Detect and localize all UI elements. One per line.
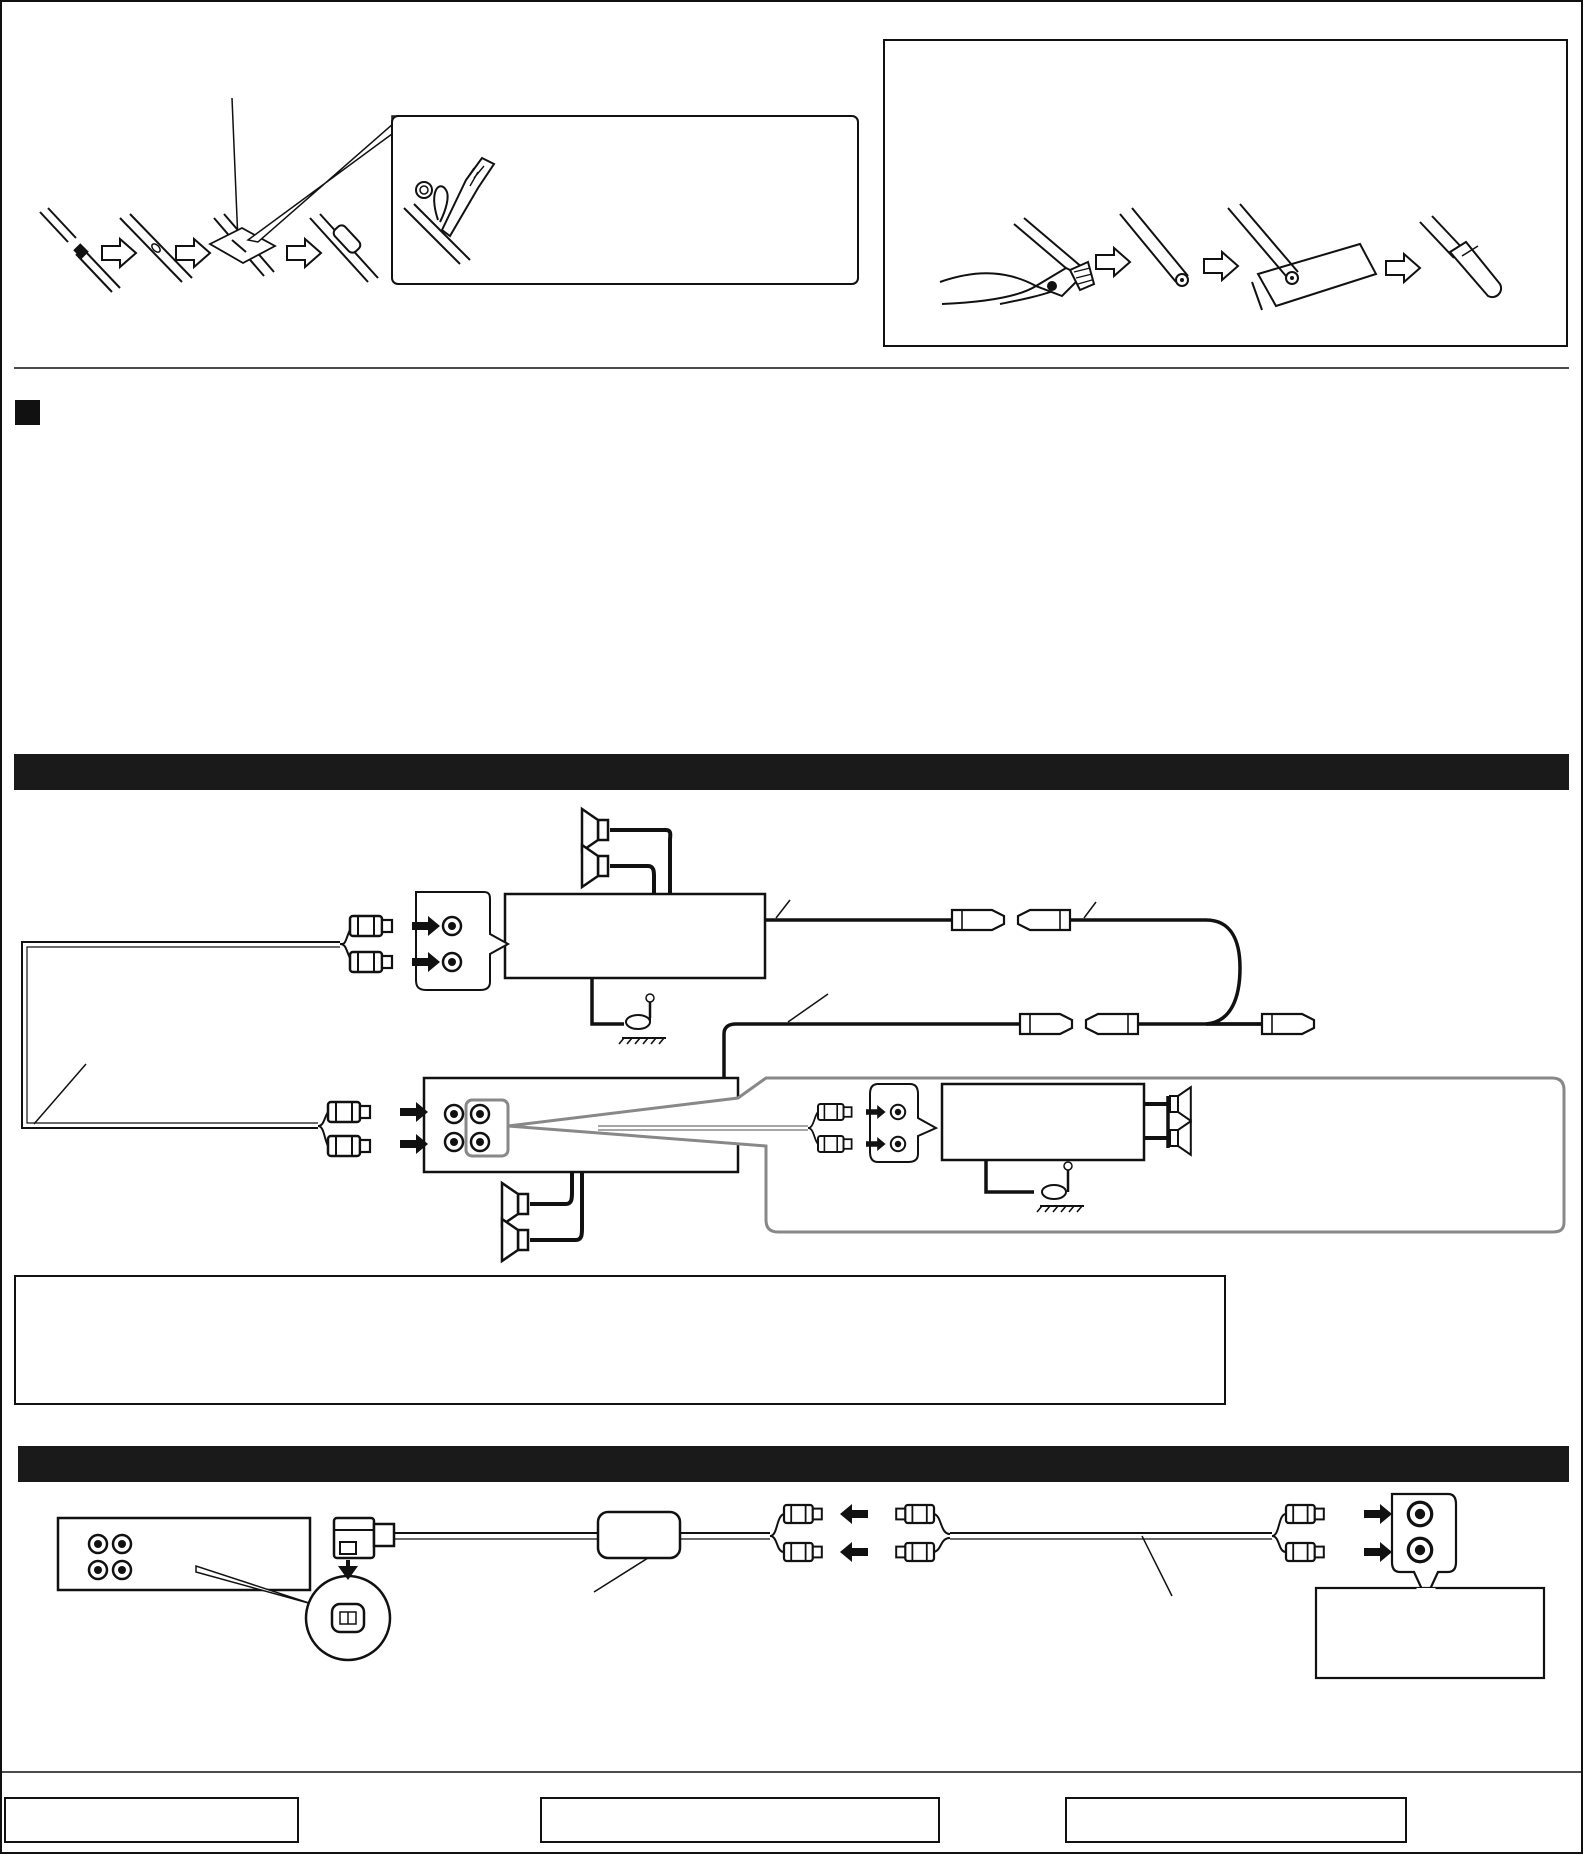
- footer-box-3: [1066, 1798, 1406, 1842]
- speaker-icon: [502, 1183, 528, 1225]
- wire-step-3-icon: [210, 214, 275, 276]
- connector-plug-icon: [334, 1518, 394, 1558]
- rca-plug-icon: [350, 952, 392, 972]
- rca-plug-icon: [1286, 1505, 1324, 1523]
- arrow-right-icon: [176, 239, 210, 267]
- rca-jack-icon: [445, 1105, 463, 1123]
- rca-jack-icon: [443, 917, 461, 935]
- amplifier-unit-top: [505, 894, 765, 978]
- amplifier-wiring-diagram: [22, 809, 1564, 1261]
- rca-jack-icon: [1408, 1538, 1431, 1561]
- connector-icon: [1086, 1014, 1138, 1034]
- rca-plug-icon: [328, 1102, 370, 1122]
- arrow-left-icon: [840, 1504, 868, 1524]
- footer-box-2: [541, 1798, 939, 1842]
- rca-jack-icon: [471, 1133, 489, 1151]
- rca-plug-icon: [896, 1505, 934, 1523]
- rca-plug-icon: [1286, 1543, 1324, 1561]
- arrow-right-icon: [1364, 1504, 1392, 1524]
- adapter-box: [598, 1512, 680, 1558]
- arrow-right-icon: [1364, 1542, 1392, 1562]
- rca-jack-icon: [89, 1561, 107, 1579]
- square-bullet-icon: [15, 400, 40, 425]
- rca-plug-icon: [818, 1104, 852, 1120]
- rca-jack-icon: [471, 1105, 489, 1123]
- section-bar-external: [18, 1446, 1569, 1482]
- section-bar-amplifier: [14, 754, 1569, 790]
- rca-plug-icon: [818, 1136, 852, 1152]
- rca-jack-icon: [445, 1133, 463, 1151]
- rca-plug-icon: [896, 1543, 934, 1561]
- soldering-procedure: [40, 98, 858, 292]
- arrow-right-icon: [287, 239, 321, 267]
- connector-icon: [952, 910, 1004, 930]
- rca-jack-icon: [89, 1535, 107, 1553]
- rca-plug-icon: [328, 1136, 370, 1156]
- rca-jack-icon: [113, 1561, 131, 1579]
- rca-plug-icon: [350, 916, 392, 936]
- speaker-icon: [502, 1219, 528, 1261]
- connector-icon: [1018, 910, 1070, 930]
- arrow-right-icon: [102, 239, 136, 267]
- rca-jack-icon: [891, 1105, 905, 1119]
- ground-screw-icon: [626, 994, 654, 1029]
- connector-icon: [1020, 1014, 1072, 1034]
- wire-step-4-icon: [310, 214, 378, 282]
- rca-jack-icon: [443, 953, 461, 971]
- connector-icon: [1262, 1014, 1314, 1034]
- speaker-icon: [582, 845, 608, 887]
- rca-jack-icon: [891, 1137, 905, 1151]
- external-component-diagram: [58, 1494, 1544, 1678]
- arrow-left-icon: [840, 1542, 868, 1562]
- rca-plug-icon: [784, 1505, 822, 1523]
- rca-jack-icon: [1408, 1502, 1431, 1525]
- rca-jack-icon: [113, 1535, 131, 1553]
- rca-plug-icon: [784, 1543, 822, 1561]
- ground-icon: [619, 1038, 666, 1044]
- footer-box-1: [5, 1798, 298, 1842]
- amplifier-note-box: [15, 1276, 1225, 1404]
- speaker-icon: [582, 809, 608, 851]
- amplifier-unit-second: [942, 1084, 1144, 1160]
- external-component-box: [1316, 1588, 1544, 1678]
